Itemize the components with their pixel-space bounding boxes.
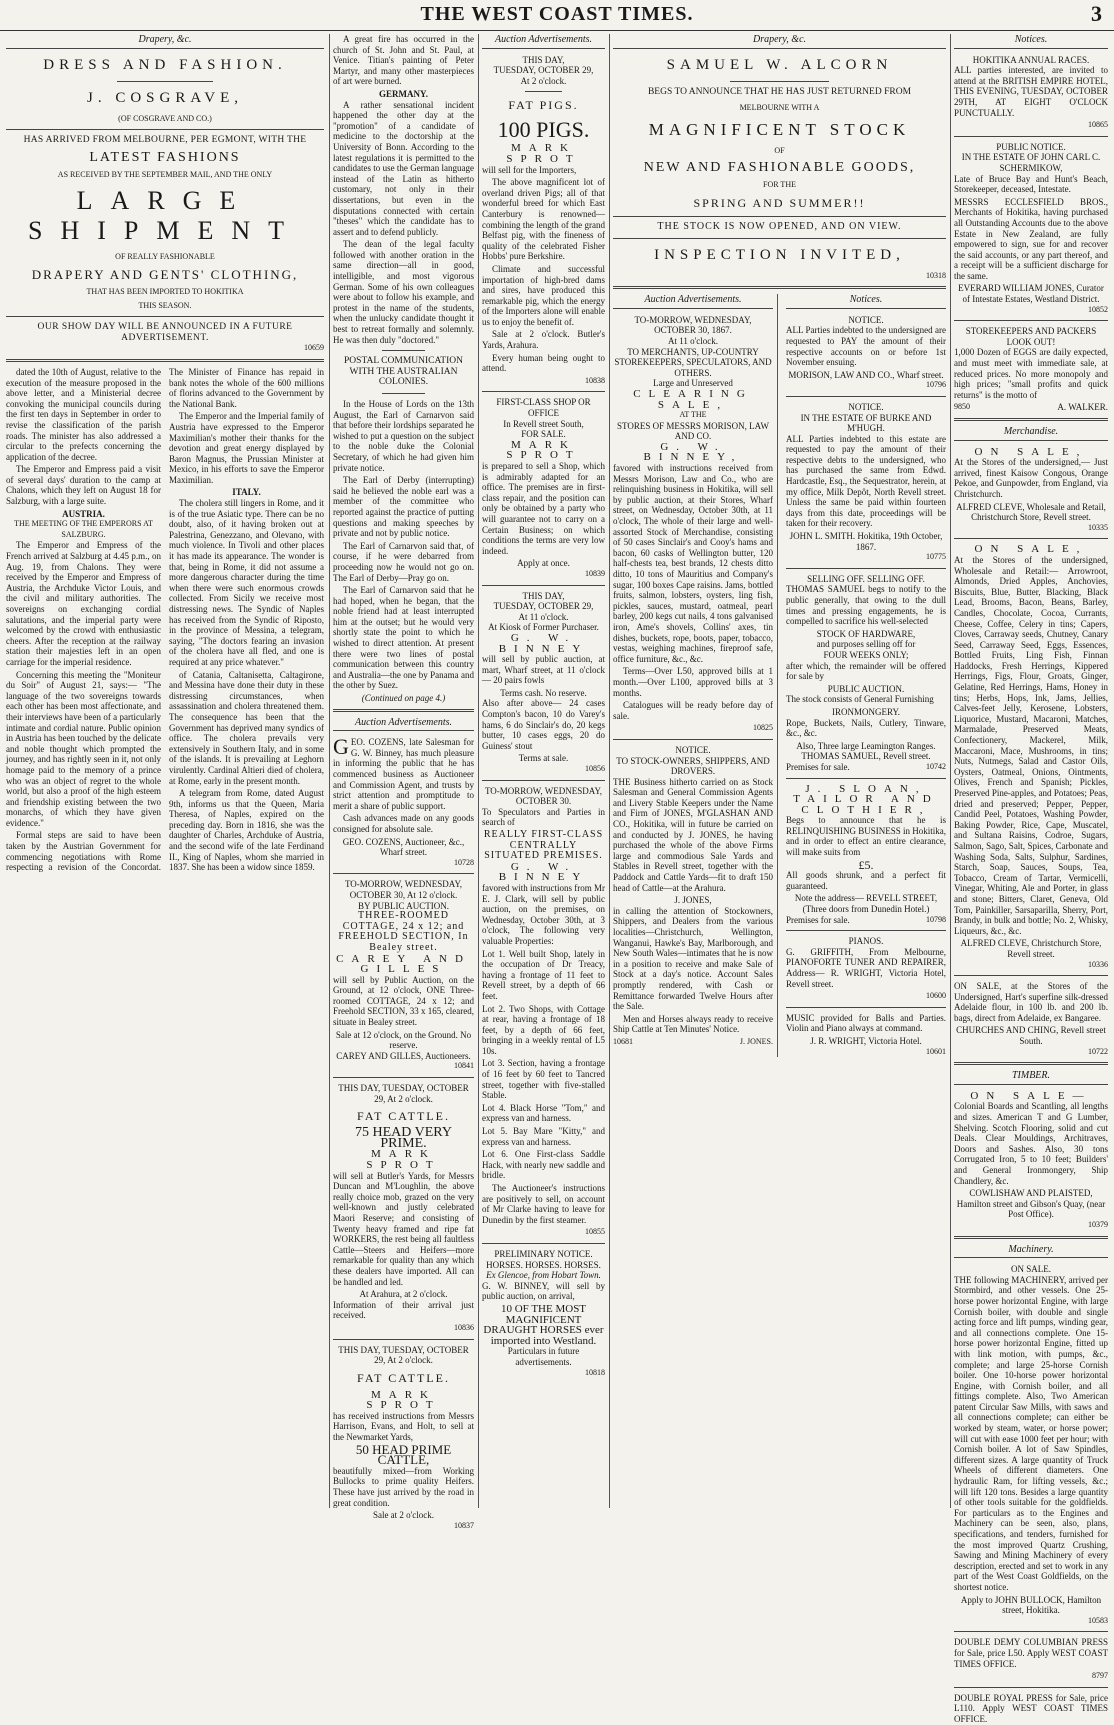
ad-sale: FOR SALE. xyxy=(521,429,566,440)
ad-auctioneer: MARK SPROT xyxy=(366,1388,441,1412)
ad-signature: CAREY AND GILLES, Auctioneers. xyxy=(336,1050,471,1061)
ad-ref: 10798 xyxy=(926,914,946,924)
ad-name: SAMUEL W. ALCORN xyxy=(666,56,893,73)
ad-imported: THAT HAS BEEN IMPORTED TO HOKITIKA xyxy=(86,286,244,296)
ad-horses: Men and Horses always ready to receive Ship Cattle at Ten Minutes' Notice. xyxy=(613,1013,773,1035)
ad-body: DOUBLE DEMY COLUMBIAN PRESS for Sale, price L50. Apply WEST COAST TIMES OFFICE. xyxy=(954,1637,1108,1669)
ad-received: AS RECEIVED BY THE SEPTEMBER MAIL, AND THE ONLY xyxy=(57,169,273,179)
ad-horses: HORSES. HORSES. HORSES. xyxy=(486,1259,601,1270)
ad-time: At 2 o'clock. xyxy=(520,75,567,86)
sub-column-auction xyxy=(613,294,778,1057)
ad-body: G. W. BINNEY, will sell by public auction, on arrival, xyxy=(482,1280,605,1302)
ad-place: Sale at 2 o'clock. Butler's Yards, Arahura. xyxy=(482,329,605,351)
ad-public: BY PUBLIC AUCTION. xyxy=(358,900,449,911)
ad-body: will sell by public auction, at mart, Wharf street, at 11 o'clock— 20 pairs fowls xyxy=(482,654,605,686)
ad-body: Cash advances made on any goods consigned for absolute sale. xyxy=(333,813,474,834)
ad-for: FOR THE xyxy=(763,180,796,190)
ad-signature: COWLISHAW AND PLAISTED, Hamilton street and Gibson's Quay, (near Post Office). xyxy=(956,1188,1106,1220)
ad-signature: CHURCHES AND CHING, Revell street South. xyxy=(956,1025,1106,1047)
ad-auctioneer: MARK SPROT xyxy=(506,142,581,165)
ad-ref: 10659 xyxy=(304,343,324,353)
article-heading: ITALY. xyxy=(232,487,261,498)
ad-ref: 10601 xyxy=(926,1046,946,1056)
ad-guar: All goods shrunk, and a perfect fit guaranteed. xyxy=(786,870,946,891)
ad-purp: and purposes selling off for xyxy=(816,639,916,650)
divider xyxy=(333,1077,474,1078)
ad-body: 1,000 Dozen of EGGS are daily expected, and must meet with immediate sale, at reduced prices. No more monopoly and high prices; "small profits and quick returns" is the motto of xyxy=(954,347,1108,400)
column-1 xyxy=(6,34,324,1508)
ad-body: G. GRIFFITH, From Melbourne, PIANOFORTE TUNER AND REPAIRER, Address— R. WRIGHT, Victoria Hotel, Revell street. xyxy=(786,946,946,989)
ad-estate: IN THE ESTATE OF JOHN CARL C. SCHERMIKOW, xyxy=(961,152,1101,173)
ad-ref: 10865 xyxy=(1088,120,1108,130)
divider xyxy=(954,320,1108,321)
column-rule xyxy=(478,34,479,1508)
ad-name: J. SLOAN, TAILOR AND CLOTHIER, xyxy=(793,782,939,816)
divider xyxy=(333,1339,474,1340)
divider xyxy=(730,81,830,82)
ad-date: TO-MORROW, WEDNESDAY, OCTOBER 30, At 12 o'clock. xyxy=(344,879,463,900)
ad-signature: A. WALKER. xyxy=(1057,402,1108,413)
column-5 xyxy=(954,34,1108,1724)
ad-signature: J. JONES, xyxy=(674,895,712,906)
ad-auctioneer: G. W. BINNEY xyxy=(498,860,589,884)
ad-info: Information of their arrival just received. xyxy=(333,1299,474,1321)
section-header: Drapery, &c. xyxy=(613,34,946,49)
ad-lot: Lot 6. One First-class Saddle Hack, with nearly new saddle and bridle. xyxy=(482,1149,605,1181)
ad-title: NOTICE. xyxy=(848,401,884,412)
divider xyxy=(613,216,946,217)
ad-title: ON SALE, xyxy=(974,445,1088,458)
ad-body: favored with instructions received from Messrs Morison, Law and Co., who are relinquishing business in Hokitika, will sell by public auction, at their Stores, Wharf street, on Wednesday, October 30th, at 11 o'clock, The whole of their large and well-assorted Stock of Merchandise, consisting of 50 cases Sinclair's and Cooy's hams and bacon, 60 casks of Wellington butter, 120 half-chests tea, best brands, 12 chests ditto ditto, 10 tons of Mauritius and Company's sugar, 100 boxes Cape raisins. Jams, bottled fruits, salmon, lobsters, oysters, ling fish, pickles, sauces, mustard, oatmeal, pearl barley, 200 kegs cut nails, 4 tons galvanised iron, Ame's shovels, Collins' axes, tin dishes, buckets, rope, boots, paper, tobacco, vestas, weighing machines, fireproof safe, office furniture, &c., &c. xyxy=(613,463,773,664)
ad-lot: Lot 4. Black Horse "Tom," and express van and harness. xyxy=(482,1102,605,1124)
ad-body: will sell by Public Auction, on the Ground, at 12 o'clock, ONE Three-roomed COTTAGE, 24 x 12; and Freehold SECTION, 33 x 165, cleared, situate in Bealey street. xyxy=(333,974,474,1028)
divider xyxy=(954,1687,1108,1688)
article-heading: AUSTRIA. xyxy=(62,508,105,519)
divider xyxy=(954,975,1108,976)
ad-weigh: Every human being ought to attend. xyxy=(482,352,605,374)
ad-headline: DRESS AND FASHION. xyxy=(43,56,287,73)
divider xyxy=(6,359,324,362)
ad-signature: THOMAS SAMUEL, Revell street. xyxy=(801,751,931,762)
ad-items: Rope, Buckets, Nails, Cutlery, Tinware, &c., &c. xyxy=(786,717,946,739)
ad-goods: DRAPERY AND GENTS' CLOTHING, xyxy=(31,266,299,282)
ad-also: Also after above— 24 cases Compton's bacon, 10 do Varey's hams, 6 do Sinclair's do, 20 kegs butter, 10 cases eggs, 20 do Guiness' stout xyxy=(482,698,605,751)
ad-ref: 10855 xyxy=(585,1227,605,1237)
article-paragraph: The dean of the legal faculty followed with another oration in the same direction—all in good, intelligible, and most vigorous German. Some of his own colleagues were about to follow his example, and protest in the name of the students, when the unlucky candidate thought it best to retreat formally and solemnly. He was then duly "doctored." xyxy=(333,239,474,345)
divider xyxy=(382,350,424,351)
ad-title: NOTICE. xyxy=(848,314,884,325)
ad-price: £5. xyxy=(858,857,874,872)
ad-to: TO STOCK-OWNERS, SHIPPERS, AND DROVERS. xyxy=(616,755,770,777)
ad-auctioneer: CAREY AND GILLES xyxy=(336,952,471,976)
article-paragraph: The Earl of Derby (interrupting) said he believed the noble earl was a member of the committee who reported against the practice of putting questions and making speeches by private and not by public notice. xyxy=(333,475,474,539)
masthead xyxy=(0,0,1114,31)
ad-after: after which, the remainder will be offered for sale by xyxy=(786,660,946,682)
ad-signature: EVERARD WILLIAM JONES, Curator of Intestate Estates, Westland District. xyxy=(958,283,1104,305)
ad-apply: Apply at once. xyxy=(517,558,570,569)
ad-body: beautifully mixed—from Working Bullocks to prime quality Heifers. These have just arrived by the road in great condition. xyxy=(333,1465,474,1508)
divider xyxy=(786,930,946,931)
ad-ref: 10600 xyxy=(926,991,946,1001)
ad-count: 50 HEAD PRIME CATTLE, xyxy=(355,1441,452,1468)
continued-note: (Continued on page 4.) xyxy=(361,693,446,704)
ad-lot: Lot 3. Section, having a frontage of 16 feet by 60 feet to Tancred street, together with five-stalled Stable. xyxy=(482,1058,605,1101)
ad-title: STOREKEEPERS AND PACKERS LOOK OUT! xyxy=(965,326,1097,347)
ad-lot: Lot 2. Two Shops, with Cottage at rear, having a frontage of 18 feet, by a depth of 66 feet, bringing in a weekly rental of L5 10s. xyxy=(482,1003,605,1056)
ad-note: The Auctioneer's instructions are positively to sell, on account of Mr Clarke having to leave for Dunedin by the first steamer. xyxy=(482,1183,605,1225)
ad-loc: In Revell street South, xyxy=(503,418,584,429)
divider xyxy=(382,393,424,394)
ad-body: ALL parties interested, are invited to attend at the BRITISH EMPIRE HOTEL, THIS EVENING, TUESDAY, OCTOBER 29TH, AT EIGHT O'CLOCK PUNCTUALLY. xyxy=(954,65,1108,118)
ad-title: CLEARING SALE, xyxy=(633,387,753,411)
ad-ref: 10742 xyxy=(926,761,946,771)
ad-auction: PUBLIC AUCTION. xyxy=(827,683,905,694)
divider xyxy=(333,709,474,712)
ad-season: THIS SEASON. xyxy=(138,300,192,310)
ad-title: FAT CATTLE. xyxy=(357,1370,450,1385)
section-header: TIMBER. xyxy=(954,1070,1108,1085)
divider xyxy=(954,1631,1108,1632)
ad-day: THIS DAY, TUESDAY, OCTOBER 29, At 2 o'clock. xyxy=(338,1083,469,1104)
ad-ref: 10379 xyxy=(1088,1219,1108,1229)
ad-day: THIS DAY, xyxy=(522,590,565,601)
ad-terms: Terms—Over L50, approved bills at 1 month.—Over L100, approved bills at 3 months. xyxy=(613,666,773,698)
ad-sale: Premises for sale. xyxy=(786,761,850,772)
alcorn-advert xyxy=(613,55,946,282)
ad-title: NOTICE. xyxy=(675,744,711,755)
divider xyxy=(954,538,1108,539)
ad-footer xyxy=(613,1037,773,1048)
ad-title: HOKITIKA ANNUAL RACES. xyxy=(972,54,1090,65)
ad-auctioneer: G. W. BINNEY xyxy=(498,631,589,655)
section-header: Notices. xyxy=(954,34,1108,49)
ad-note: Particulars in future advertisements. xyxy=(507,1346,580,1367)
ad-ref: 10838 xyxy=(585,375,605,385)
ad-ref: 10856 xyxy=(585,764,605,774)
article-paragraph: The Emperor and Empress of the French arrived at Salzburg at 4.45 p.m., on Aug. 19, from Chalons. They were received by the Emperor and Empress of Austria, the Archduke Victor Louis, and the civil and military authorities. The sovereigns on exchanging cordial salutations, and the imperial party were welcomed by the crowd with enthusiastic cheers. After the reception at the railway station their majesties left in an open carriage for the imperial residence. xyxy=(6,540,161,667)
ad-large: Large and Unreserved xyxy=(653,378,733,389)
ad-ref: 10722 xyxy=(1088,1046,1108,1056)
ad-ref: 10796 xyxy=(926,380,946,390)
ad-day: THIS DAY, TUESDAY, OCTOBER 29, At 2 o'clock. xyxy=(338,1344,469,1366)
ad-date: TO-MORROW, WEDNESDAY, OCTOBER 30, 1867. xyxy=(634,314,752,336)
ad-begs: BEGS TO ANNOUNCE THAT HE HAS JUST RETURNED FROM xyxy=(647,86,912,97)
ad-signature: GEO. COZENS, Auctioneer, &c., Wharf street. xyxy=(342,836,465,858)
column-rule xyxy=(329,34,330,1508)
divider xyxy=(954,1062,1108,1065)
news-article xyxy=(6,367,324,874)
ad-body: The above magnificent lot of overland driven Pigs; all of that wonderful breed for which East Canterbury is renowned—combining the length of the grand Belfast pig, with the fineness of quality of the celebrated Fisher Hobbs' pure Berkshire. xyxy=(482,177,605,262)
ad-intro: To Speculators and Parties in search of xyxy=(482,806,605,828)
ad-large: LARGE SHIPMENT xyxy=(27,186,302,246)
divider xyxy=(6,316,324,317)
ad-ref: 10583 xyxy=(1088,1615,1108,1625)
ad-body: DOUBLE ROYAL PRESS for Sale, price L110. Apply WEST COAST TIMES OFFICE. xyxy=(954,1692,1108,1724)
section-header: Auction Advertisements. xyxy=(613,294,773,309)
ad-sale: Premises for sale. xyxy=(786,914,850,925)
ad-also: Also, Three large Leamington Ranges. xyxy=(796,740,936,751)
ad-at: AT THE xyxy=(679,410,707,420)
article-paragraph: The Earl of Carnarvon said that, of course, if he were debarred from proceeding now he would not go on. The Earl of Derby—Pray go on. xyxy=(333,540,474,583)
ad-ref: 10775 xyxy=(926,552,946,562)
ad-body: has received instructions from Messrs Harrison, Evans, and Holt, to sell at the Newmarket Yards, xyxy=(333,1410,474,1443)
ad-body: Begs to announce that he is RELINQUISHING BUSINESS in Hokitika, and in order to effect an entire clearance, will make suits from xyxy=(786,815,947,858)
divider xyxy=(613,286,946,289)
ad-sale: Sale at 2 o'clock. xyxy=(372,1510,435,1521)
ad-title: ON SALE— xyxy=(970,1089,1092,1102)
divider xyxy=(613,238,946,239)
ad-auctioneer: MARK SPROT xyxy=(366,1148,441,1171)
ad-ref: 10681 xyxy=(613,1036,633,1046)
ad-terms: Terms cash. No reserve. xyxy=(500,687,587,698)
ad-title: FAT PIGS. xyxy=(508,98,579,113)
sub-column-notices xyxy=(786,294,946,1057)
ad-ref: 10336 xyxy=(1088,959,1108,969)
ad-signature: ALFRED CLEVE, Christchurch Store, Revell street. xyxy=(960,938,1102,959)
section-header: Auction Advertisements. xyxy=(333,717,474,732)
ad-firm: (OF COSGRAVE AND CO.) xyxy=(118,113,212,123)
ad-body: ON SALE, at the Stores of the Undersigned, Hart's superfine silk-dressed Adelaide flour, in 100 lb. and 200 lb. bags, direct from Adelaide, ex Bangaree. xyxy=(954,981,1108,1023)
ad-title: PIANOS. xyxy=(848,936,884,947)
article-paragraph: The Emperor and the Imperial family of Austria have expressed to the Emperor Maximilian's mother their thanks for the devotion and great energy displayed by Baron Magnus, the Prussian Minister at Mexico, in his efforts to save the Emperor Maximilian. xyxy=(169,411,324,485)
divider xyxy=(117,81,212,82)
section-header: Machinery. xyxy=(954,1244,1108,1259)
ad-auctioneer: G. W. BINNEY, xyxy=(643,440,743,464)
ad-ref: 10841 xyxy=(454,1061,474,1071)
article-paragraph: A great fire has occurred in the church of St. John and St. Paul, at Venice. Titian's painting of Peter Martyr, and many other masterpieces of art were burned. xyxy=(333,34,474,87)
ad-title: SELLING OFF. SELLING OFF. xyxy=(807,573,925,584)
ad-magnificent: MAGNIFICENT STOCK xyxy=(648,119,911,139)
ad-body: ALL Parties indebted to this estate are requested to pay the amount of their respective debts to the undersigned, who has purchased the same from Edwd. Hardcastle, Esq., the Sequestrator, herein, at my office, Milk Depôt, North Revell street. Unless the same be paid within fourteen days from this date, proceedings will be taken for their recovery. xyxy=(786,433,946,529)
ad-name: J. COSGRAVE, xyxy=(87,89,243,106)
ad-of: OF xyxy=(774,145,785,155)
ad-body: favored with instructions from Mr E. J. Clark, will sell by public auction, on the premises, on Wednesday, October 30th, at 3 o'clock, The following very valuable Properties: xyxy=(482,882,605,946)
ad-body: in calling the attention of Stockowners, Shippers, and Dealers from the various localities—Christchurch, Wellington, Wanganui, Hawke's Bay, Marlborough, and New South Wales—intimates that he is now in a position to receive and make Sale of Stock at a day's notice. Account Sales promptly rendered, with Cash or Remittance forwarded Twelve Hours after the Sale. xyxy=(613,905,773,1012)
ad-title: PRELIMINARY NOTICE. xyxy=(494,1248,593,1259)
ad-opened: THE STOCK IS NOW OPENED, AND ON VIEW. xyxy=(657,220,902,232)
article-paragraph: dated the 10th of August, relative to the execution of the measure proposed in the above letter, and a Ministerial decree convoking the municipal councils during the first ten days in September in order to revise the classification of the parish roads. The minister has also addressed a circular to the prefects concerning the application of the decree. xyxy=(6,366,161,462)
ad-body: At the Stores of the undersigned, Wholesale and Retail:— Arrowroot, Almonds, Dried Apples, Anchovies, Biscuits, Blue, Butter, Blacking, Black Lead, Brooms, Bacon, Beans, Barley, Candles, Chocolate, Cocoa, Currants, Cheese, Coffee, Celery in tins; Capers, Cloves, Carraway seeds, Chutney, Canary Seed, Carraway Seed, Eggs, Essences, Bottled Fruits, Ling Fish, Finnan Haddocks, Fresh Herrings, Kippered Herrings, Figs, Flour, Groats, Ginger, Gelatine, Red Herrings, Hams, Honey in tins; Herbs, Hops, Ink, Jams, Jellies, Calves-feet Jelly, Kerosene, Lobsters, Liquorice, Mustard, Macaroni, Matches, Marmalade, Preserved Meats, Confectionery, Mackerel, Milk, Maccaroni, Mace, Mushrooms, in tins; Nuts, Nutmegs, Salad and Castor Oils, Oysters, Oatmeal, Onions, Ointments, Olives, French and Spanish; Pickles, Preserved Pine-apples, and Potatoes; Peas, dried and preserved; Pepper, Pepper, Candid Peel, Potatoes, Washing Powder, Baking Powder, Rice, Cape, Muscatel, and Sultana Raisins, Codroe, Sugars, Salmon, Sago, Salt, Spices, Carbonate and Washing Soda, Salts, Sulphur, Sardines, Starch, Soap, Sauces, Soups, Tea, Tobacco, Cream of Tartar, Vermicelli, Vinegar, Whiting, Ale and Porter, in glass and stone; Bitters, Claret, Geneva, Old Tom, Painkiller, Sarsaparilla, Sherry, Port, Brandy, in bulk and bottle; No. 2, Whisky, Liqueurs, &c., &c. xyxy=(954,554,1108,936)
divider xyxy=(6,129,324,130)
section-header: Auction Advertisements. xyxy=(482,34,605,49)
article-paragraph: The Earl of Carnarvon said that he had hoped, when he began, that the noble friend had at least interrupted him at the outset; but he would very shortly state the point to which he wished to direct attention. At present there were two lines of postal communication between this country and Australia—the one by Panama and the other by Suez. xyxy=(333,585,474,691)
ad-addr: Note the address— REVELL STREET, (Three doors from Dunedin Hotel.) xyxy=(794,893,938,915)
divider xyxy=(954,418,1108,421)
divider xyxy=(954,1236,1108,1239)
page-number: 3 xyxy=(1091,1,1102,26)
ad-auctioneer: MARK SPROT xyxy=(506,438,581,462)
column-2 xyxy=(333,34,474,1530)
ad-stock: STOCK OF HARDWARE, xyxy=(816,628,916,639)
ad-at: At Arahura, at 2 o'clock. xyxy=(359,1289,448,1300)
ad-body: is prepared to sell a Shop, which is admirably adapted for an office. The premises are in first-class repair, and the position can only be obtained by a party who will guarantee not to carry on a Certain Business; on which conditions the terms are very low indeed. xyxy=(482,461,605,556)
ad-ref: 10836 xyxy=(454,1322,474,1332)
ad-apply: Apply to JOHN BULLOCK, Hamilton street, Hokitika. xyxy=(960,1594,1102,1616)
masthead-title: THE WEST COAST TIMES. xyxy=(420,3,694,25)
article-paragraph: A telegram from Rome, dated August 9th, informs us that the Queen, Maria Theresa, of Naples, expired on the preceding day. Born in 1816, she was the daughter of Charles, Archduke of Austria, and the second wife of the late Ferdinand II., King of Naples, whom she married in 1837. She has been a widow since 1859. xyxy=(169,788,324,873)
cosgrave-advert xyxy=(6,55,324,354)
article-paragraph: of Catania, Caltanisetta, Caltagirone, and Messina have done their duty in these distressing circumstances, when assassination and cholera threatened them. The consequence has been that the Government has deprived many syndics of office. The cholera prevails very extensively in Southern Italy, and in some of the islands. It is prevailing at Leghorn virulently. Cardinal Altieri died of cholera, at Rome, early in the present month. xyxy=(169,669,324,786)
ad-signature: JOHN L. SMITH. Hokitika, 19th October, 1867. xyxy=(789,531,943,552)
ad-body: MUSIC provided for Balls and Parties. Violin and Piano always at command. xyxy=(786,1012,946,1034)
ad-ref: 10728 xyxy=(454,857,474,867)
ad-footer xyxy=(954,402,1108,413)
divider xyxy=(482,391,605,392)
ad-ref: 10852 xyxy=(1088,304,1108,314)
article-paragraph: A rather sensational incident happened the other day at the "promotion" of a candidate of medicine to the doctorship at the University of Bonn. According to the latest regulations it is permitted to the candidates to use the German language instead of the Latin as hitherto customary, not only in their dissertations, but even in the disputations connected with certain "theses" which the candidate has to assert and to defend publicly. xyxy=(333,99,474,237)
ad-date: TUESDAY, OCTOBER 29, xyxy=(493,65,594,76)
ad-inspection: INSPECTION INVITED, xyxy=(654,246,905,263)
ad-title: ON SALE, xyxy=(974,543,1088,556)
ad-show: OUR SHOW DAY WILL BE ANNOUNCED IN A FUTURE ADVERTISEMENT. xyxy=(37,322,293,343)
ad-arrival: HAS ARRIVED FROM MELBOURNE, PER EGMONT, WITH THE xyxy=(23,135,307,146)
ad-title: FIRST-CLASS SHOP OR OFFICE xyxy=(496,397,591,419)
ad-title: ON SALE. xyxy=(1011,1264,1051,1275)
ad-signature: MORISON, LAW AND CO., Wharf street. xyxy=(788,369,944,380)
ad-title: THREE-ROOMED COTTAGE, 24 x 12; and FREEHOLD SECTION, In Bealey street. xyxy=(338,910,469,953)
ad-goods: NEW AND FASHIONABLE GOODS, xyxy=(643,160,916,176)
divider xyxy=(786,778,946,779)
cozens-advert: GEO. COZENS, late Salesman for G. W. Binney, has much pleasure in informing the public that he has commenced business as Auctioneer and Commission Agent, and trusts by strict attention and promptitude to merit a share of public support. xyxy=(333,734,474,811)
column-3 xyxy=(482,34,605,1508)
ad-sell: will sell for the Importers, xyxy=(482,164,577,175)
ad-signature: J. JONES. xyxy=(739,1036,773,1046)
divider xyxy=(482,1243,605,1244)
ad-late: Late of Bruce Bay and Hunt's Beach, Storekeeper, deceased, Intestate. xyxy=(954,173,1108,195)
ad-body: THOMAS SAMUEL begs to notify to the public generally, that owing to the dull times and pressing engagements, he is compelled to sacrifice his well-selected xyxy=(786,584,946,627)
column-4 xyxy=(613,34,946,1508)
ad-title: REALLY FIRST-CLASS CENTRALLY SITUATED PREMISES. xyxy=(483,829,604,862)
column-rule xyxy=(609,34,610,1508)
ad-body: Colonial Boards and Scantling, all lengths and sizes. American T and G Lumber, Shelving. Scotch Flooring, solid and cut Deals. Clear Mouldings, Architraves, Doors and Sashes. Also, 30 tons Corrugated Iron, 5 to 10 feet; Builders' and General Ironmongery, Ship Chandlery, &c. xyxy=(954,1101,1108,1186)
ad-really: OF REALLY FASHIONABLE xyxy=(115,252,215,262)
ad-at: Terms at sale. xyxy=(518,753,569,764)
ad-melb: MELBOURNE WITH A xyxy=(739,103,820,113)
ad-where: At Kiosk of Former Purchaser. xyxy=(488,622,599,633)
divider xyxy=(613,739,773,740)
ad-to: TO MERCHANTS, UP-COUNTRY STOREKEEPERS, SPECULATORS, AND OTHERS. xyxy=(614,346,772,378)
article-paragraph: The Emperor and Empress paid a visit of several days' duration to the camp at Chalons, which they left on August 18 for Salzburg, with a large suite. xyxy=(6,464,161,507)
ad-iron: IRONMONGERY. xyxy=(831,706,901,717)
ad-body: THE following MACHINERY, arrived per Stormbird, and other vessels. One 25-horse power horizontal Engine, with large Cornish boiler, with double and single acting force and lift pumps, winding gear, and all connections complete. One 15-horse power horizontal Engine, fitted up with link motion, with pumps, &c., complete; and large 25-horse Cornish boiler. One 10-horse power horizontal Engine, with Cornish boiler, and all fittings complete. Also, Two American patent Circular Saw Mills, with saws and all connections complete; can either be worked by steam, water, or horse power; will cut with ease 1000 feet per hour; with Cornish boiler. A lot of Saw Spindles, different sizes. A large quantity of Truck Wheels of different diameters. One hydraulic Ram, for lifting vessels, &c.; will lift 120 tons. Besides a large quantity of other tools suitable for the goldfields. For particulars as to the Engines and Machinery can be seen, also, plans, specifications, and tenders, furnished for the most improved Quartz Crushing, Sawing and Mining Machinery of every description, erected and set to work in any part of the West Coast Goldfields, on the shortest notice. xyxy=(954,1274,1108,1592)
section-header: Notices. xyxy=(786,294,946,309)
divider xyxy=(482,585,605,586)
article-paragraph: The cholera still lingers in Rome, and it is of the true Asiatic type. There can be no doubt, also, of it having broken out at Palestrina, Genezzano, and Olevano, with much violence. In Tivoli and other places it has made its appearance. The wonder is that, being in Rome, it did not assume a more dangerous character during the time when there were such enormous crowds collected. From Sicily we receive most distressing news. The Syndic of Naples has received from the Syndic of Riposto, in the province of Messina, a telegram, saying, "The doctors fearing an invasion of the cholera have all fled, and one is required at any price whatever." xyxy=(169,498,324,667)
divider xyxy=(333,873,474,874)
ad-stores: STORES OF MESSRS MORISON, LAW AND CO. xyxy=(617,420,769,442)
ad-time: At 11 o'clock. xyxy=(518,611,569,622)
article-heading: GERMANY. xyxy=(379,88,428,99)
ad-season: SPRING AND SUMMER!! xyxy=(693,195,866,210)
ad-ref: 10335 xyxy=(1088,522,1108,532)
ad-signature: ALFRED CLEVE, Wholesale and Retail, Christchurch Store, Revell street. xyxy=(956,501,1106,523)
ad-weeks: FOUR WEEKS ONLY; xyxy=(823,649,909,660)
article-paragraph: Formal steps are said to have been taken by the Austrian Government for commencing negotiations with Rome respecting a revision of the Concordat. The Minister of Finance has repaid in bank notes the whole of the 600 millions of florins advanced to the Government by the National Bank. xyxy=(6,366,324,873)
ad-body: Climate and successful importation of high-bred dams and sires, have produced this remarkable pig, which the energy of the Importers alone will enable us to enjoy the benefit of. xyxy=(482,263,605,327)
ad-title: PUBLIC NOTICE. xyxy=(996,141,1066,152)
article-paragraph: Concerning this meeting the "Moniteur du Soir" of August 21, says:— "The language of the two sovereigns towards each other has been most affectionate, and their interviews have been of a particularly intimate and cordial nature. Public opinion in Austria has been touched by the delicate and noble thought which prompted the journey, and has rightly seen in it, not only homage paid to the memory of a prince who was an object of regret to the whole world, but also a proof of the high esteem and friendship existing between the two monarchs, of which they have given evidence." xyxy=(6,669,161,828)
ad-body: MESSRS ECCLESFIELD BROS., Merchants of Hokitika, having purchased all Outstanding Accounts due to the above Estate in New Zealand, are fully empowered to sign, sue for and recover the said accounts, or any part thereof, and a receipt will be a sufficient discharge for the same. xyxy=(954,196,1108,281)
column-rule xyxy=(950,34,951,1508)
ad-time: At 11 o'clock. xyxy=(667,335,719,346)
ad-count: 100 PIGS. xyxy=(497,117,590,143)
ad-estate: IN THE ESTATE OF BURKE AND M'HUGH. xyxy=(800,412,932,434)
divider xyxy=(482,780,605,781)
ad-lot: Lot 5. Bay Mare "Kitty," and express van and harness. xyxy=(482,1126,605,1147)
ad-date: TUESDAY, OCTOBER 29, xyxy=(493,601,594,612)
ad-title: FAT CATTLE. xyxy=(357,1109,450,1124)
ad-ref: 8797 xyxy=(1092,1671,1108,1681)
ad-ref: 10839 xyxy=(585,568,605,578)
ad-cat: Catalogues will be ready before day of sale. xyxy=(613,700,773,721)
ad-body: THE Business hitherto carried on as Stock Salesman and General Commission Agents and Livery Stable Keepers under the Name and Firm of JONES, M'GLASHAN AND CO., Hokitika, will in future be carried on and conducted by J. JONES, he having purchased the whole of the above Firms large and commodious Sale Yards and Stables in Revell street, together with the Paddock and Cattle Yards—fit to draft 150 head of Cattle—at the Arahura. xyxy=(613,776,773,893)
ad-lot: 10 OF THE MOST MAGNIFICENT DRAUGHT HORSES ever imported into Westland. xyxy=(483,1302,604,1347)
ad-day: THIS DAY, xyxy=(522,54,565,65)
ad-footer xyxy=(786,762,946,773)
ad-consists: The stock consists of General Furnishing xyxy=(786,694,934,705)
sub-columns xyxy=(613,294,946,1057)
ad-latest: LATEST FASHIONS xyxy=(89,149,241,165)
ad-body: At the Stores of the undersigned,— Just arrived, finest Kaisow Congous, Orange Pekoe, and Gunpowder, from England, via Christchurch. xyxy=(954,457,1108,499)
divider xyxy=(786,568,946,569)
ad-body: ALL Parties indebted to the undersigned are requested to PAY the amount of their respective accounts on or before 1st November ensuing. xyxy=(786,325,946,368)
ad-ref: 10837 xyxy=(454,1520,474,1530)
section-header: Drapery, &c. xyxy=(6,34,324,49)
divider xyxy=(786,1007,946,1008)
ad-ref: 9850 xyxy=(954,402,970,412)
ad-footer xyxy=(786,915,946,926)
ad-ref: 10818 xyxy=(585,1367,605,1377)
divider xyxy=(525,91,562,92)
ad-lot: Lot 1. Well built Shop, lately in the occupation of Dr Treacy, having a frontage of 11 feet to Revell street, by a depth of 66 feet. xyxy=(482,948,605,1001)
divider xyxy=(954,136,1108,137)
ad-date: TO-MORROW, WEDNESDAY, OCTOBER 30. xyxy=(484,785,603,807)
ad-signature: J. R. WRIGHT, Victoria Hotel. xyxy=(810,1035,922,1046)
article-paragraph: In the House of Lords on the 13th August, the Earl of Carnarvon said that before their lordships separated he wished to put a question on the subject to the noble duke the Colonial Secretary, of which he had given him private notice. xyxy=(333,399,474,473)
ad-from: Ex Glencoe, from Hobart Town. xyxy=(486,1270,601,1281)
article-subheading: THE MEETING OF THE EMPERORS AT SALZBURG. xyxy=(14,519,153,539)
ad-ref: 10825 xyxy=(753,723,773,733)
ad-count: 75 HEAD VERY PRIME. xyxy=(355,1125,452,1151)
ad-ref: 10318 xyxy=(926,270,946,280)
article-heading: POSTAL COMMUNICATION WITH THE AUSTRALIAN COLONIES. xyxy=(344,356,463,388)
ad-body: will sell at Butler's Yards, for Messrs Duncan and M'Loughlin, the above really choice mob, grazed on the very well-known and justly celebrated Maori Reserve; and consisting of Twenty heavy framed and ripe fat WORKERS, the rest being all faultless Cattle—Steers and Heifers—more remarkable for quality than any which these dealers have imported. All can be handled and led. xyxy=(333,1170,474,1287)
divider xyxy=(786,396,946,397)
ad-sale: Sale at 12 o'clock, on the Ground. No reserve. xyxy=(335,1029,472,1051)
section-header: Merchandise. xyxy=(954,426,1108,441)
